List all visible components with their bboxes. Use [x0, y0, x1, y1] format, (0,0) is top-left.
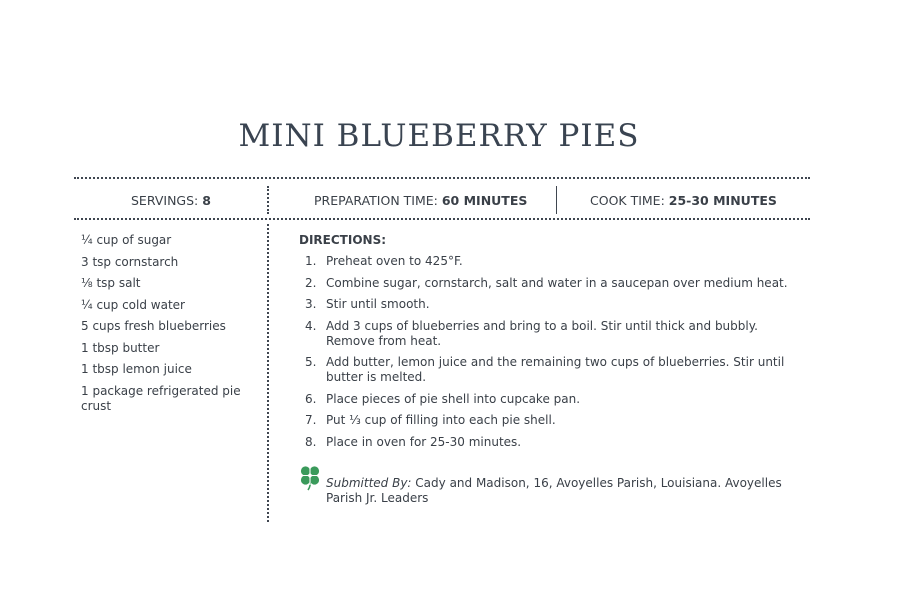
solid-divider-meta: [556, 186, 557, 214]
step-number: 1.: [305, 254, 317, 268]
step-number: 5.: [305, 355, 317, 369]
direction-step: [299, 435, 789, 450]
submitted-by: [326, 476, 796, 506]
step-text: Add 3 cups of blueberries and bring to a boil. Stir until thick and bubbly. Remove from heat.: [326, 318, 758, 348]
cook-time-label: COOK TIME:: [590, 193, 665, 208]
directions-list: [299, 254, 789, 456]
servings-value: 8: [202, 193, 211, 208]
recipe-title: MINI BLUEBERRY PIES: [238, 118, 640, 154]
dotted-divider-middle: [74, 218, 810, 220]
step-number: 3.: [305, 297, 317, 311]
ingredient-item: 3 tsp cornstarch: [81, 254, 179, 269]
submitted-text: Cady and Madison, 16, Avoyelles Parish, Louisiana. Avoyelles Parish Jr. Leaders: [326, 476, 782, 505]
step-number: 6.: [305, 391, 317, 406]
direction-step: [299, 319, 789, 349]
submitted-label: Submitted By:: [326, 476, 412, 490]
step-number: 2.: [305, 275, 317, 290]
step-text: Place pieces of pie shell into cupcake pan.: [326, 391, 581, 406]
step-number: 7.: [305, 413, 317, 427]
dotted-divider-top: [74, 177, 810, 179]
step-number: 8.: [305, 434, 317, 449]
prep-time-label: PREPARATION TIME:: [314, 193, 438, 208]
ingredient-item: 1 tbsp butter: [81, 340, 160, 355]
prep-time-info: [314, 193, 527, 208]
prep-time-value: 60 MINUTES: [441, 193, 528, 208]
ingredient-item: ⅛ tsp salt: [81, 276, 141, 290]
direction-step: [299, 276, 789, 291]
ingredient-item: 5 cups fresh blueberries: [81, 319, 226, 333]
step-text: Stir until smooth.: [326, 297, 430, 311]
directions-heading: DIRECTIONS:: [299, 233, 387, 247]
step-text: Add butter, lemon juice and the remaining two cups of blueberries. Stir until butter is melted.: [326, 355, 785, 384]
ingredients-list: [81, 233, 261, 420]
direction-step: [299, 254, 789, 269]
ingredient-item: ¼ cup of sugar: [81, 233, 172, 247]
dotted-divider-columns: [267, 224, 269, 522]
ingredient-item: 1 package refrigerated pie crust: [81, 383, 241, 413]
dotted-divider-meta: [267, 186, 269, 214]
ingredient-item: 1 tbsp lemon juice: [81, 362, 192, 376]
cook-time-info: [590, 193, 777, 208]
step-number: 4.: [305, 318, 317, 333]
step-text: Combine sugar, cornstarch, salt and water in a saucepan over medium heat.: [326, 275, 788, 290]
servings-label: SERVINGS:: [131, 193, 199, 208]
ingredient-item: ¼ cup cold water: [81, 297, 185, 312]
servings-info: [131, 193, 211, 208]
step-text: Put ⅓ cup of filling into each pie shell.: [326, 413, 556, 427]
step-text: Place in oven for 25-30 minutes.: [326, 434, 522, 449]
direction-step: [299, 297, 789, 312]
direction-step: [299, 355, 789, 385]
four-leaf-clover-icon: [298, 465, 322, 491]
direction-step: [299, 392, 789, 407]
step-text: Preheat oven to 425°F.: [326, 254, 463, 268]
direction-step: [299, 413, 789, 428]
cook-time-value: 25-30 MINUTES: [668, 193, 777, 208]
